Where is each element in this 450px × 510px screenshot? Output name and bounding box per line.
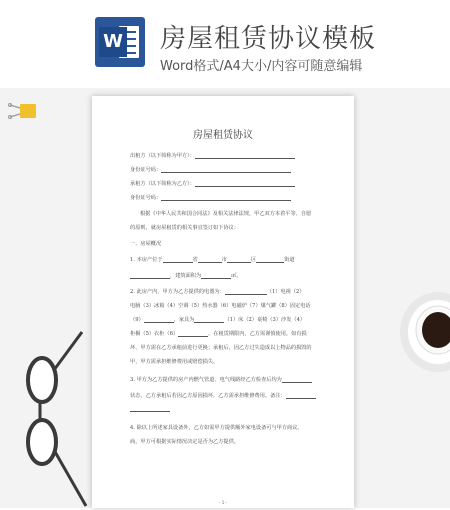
item1-text-f: ，建筑面积为 — [170, 273, 202, 279]
blank — [256, 262, 284, 263]
item2-text-3c: （1）床（2）桌椅（3）沙发（4） — [224, 317, 306, 323]
blank — [163, 262, 193, 263]
item2-line-1 — [130, 288, 305, 295]
item3-line-3 — [130, 406, 170, 412]
header-banner — [0, 0, 450, 88]
item1-text-c: 市 — [221, 257, 227, 263]
blank — [178, 336, 208, 337]
item2-line-5: 坏，甲方需在乙方承租前进行更换；承租后，因乙方过失造成以上物品的损毁的 — [130, 345, 312, 351]
item1-text-d: 区 — [250, 257, 257, 263]
eyeglasses-icon — [10, 330, 90, 510]
item4-line-1: 4. 除以上所述家具设备外，乙方如需甲方提供额外家电设备可与甲方商议。 — [130, 425, 303, 431]
blank — [198, 262, 222, 263]
party-a-blank — [195, 158, 295, 159]
document-page — [92, 96, 354, 508]
item1-text-a: 1. 本房产位于 — [130, 257, 163, 263]
item1-text-b: 省 — [192, 257, 198, 263]
party-b-line — [130, 180, 295, 187]
preamble-line-1: 根据《中华人民共和国合同法》及相关法律法规，甲乙双方本着平等、自愿 — [140, 211, 312, 217]
template-title: 房屋租赁协议模板 — [160, 24, 377, 54]
blank — [227, 262, 251, 263]
item1-text-e: 街道 — [284, 257, 295, 263]
document-title: 房屋租赁协议 — [193, 130, 253, 141]
item1-line-1 — [130, 256, 295, 263]
item2-text-3b: ，家具为 — [173, 317, 195, 323]
item1-line-2 — [130, 272, 242, 279]
section-heading: 一、房屋概况 — [130, 241, 162, 247]
blank — [194, 322, 224, 323]
blank — [282, 382, 312, 383]
party-a-id-blank — [161, 172, 291, 173]
item3-text-2a: 状态，乙方承租后若因乙方原因损坏，乙方需承担维修费用。备注： — [130, 393, 286, 399]
party-b-id-blank — [161, 200, 291, 201]
party-a-id-label: 身份证号码： — [130, 167, 162, 173]
item4-line-2: 商，甲方可根据实际情况决定是否为乙方提供。 — [130, 439, 239, 445]
party-b-blank — [195, 186, 295, 187]
item2-line-4 — [130, 330, 307, 337]
blank — [201, 278, 231, 279]
blank — [225, 294, 267, 295]
party-a-id-line — [130, 166, 291, 173]
coffee-cup-icon — [398, 282, 450, 372]
party-a-line — [130, 152, 295, 159]
item1-text-g: ㎡。 — [231, 273, 242, 279]
party-a-label: 出租方（以下简称为甲方）： — [130, 153, 195, 159]
party-b-label: 承租方（以下简称为乙方）： — [130, 181, 195, 187]
word-letter: W — [99, 27, 127, 57]
blank — [286, 398, 316, 399]
blank — [144, 322, 174, 323]
blank — [130, 411, 170, 412]
item3-line-1 — [130, 376, 312, 383]
page-number: - 1 - — [219, 500, 227, 505]
party-b-id-line — [130, 194, 291, 201]
preamble-line-2: 的原则，就房屋租赁的相关事宜签订如下协议： — [130, 225, 239, 231]
item2-text-1: 2. 此房产内，甲方为乙方提供的电器为： — [130, 289, 225, 295]
item2-text-3a: （9） — [130, 317, 144, 323]
binder-clip-icon — [8, 102, 38, 120]
item2-text-1b: （1）电视（2） — [266, 289, 305, 295]
item2-line-2: 电脑（3）冰箱（4）空调（5）热水器（6）电磁炉（7）煤气罐（8）固定电话 — [130, 303, 311, 309]
item2-line-6: 甲，甲方需承担维修费用或赔偿损失。 — [130, 359, 219, 365]
item3-text-1a: 3. 甲方为乙方提供的房产内燃气管道、电气线路经乙方检查后均为 — [130, 377, 282, 383]
blank — [130, 278, 170, 279]
item2-text-4a: 柜橱（5）衣柜（6） — [130, 331, 179, 337]
party-b-id-label: 身份证号码： — [130, 195, 162, 201]
word-document-icon — [95, 17, 145, 67]
template-subtitle: Word格式/A4大小/内容可随意编辑 — [160, 59, 363, 74]
item2-text-4b: ，在租赁期限内，乙方需谨慎使用。如有损 — [208, 331, 307, 337]
item3-line-2 — [130, 392, 316, 399]
item2-line-3 — [130, 316, 305, 323]
